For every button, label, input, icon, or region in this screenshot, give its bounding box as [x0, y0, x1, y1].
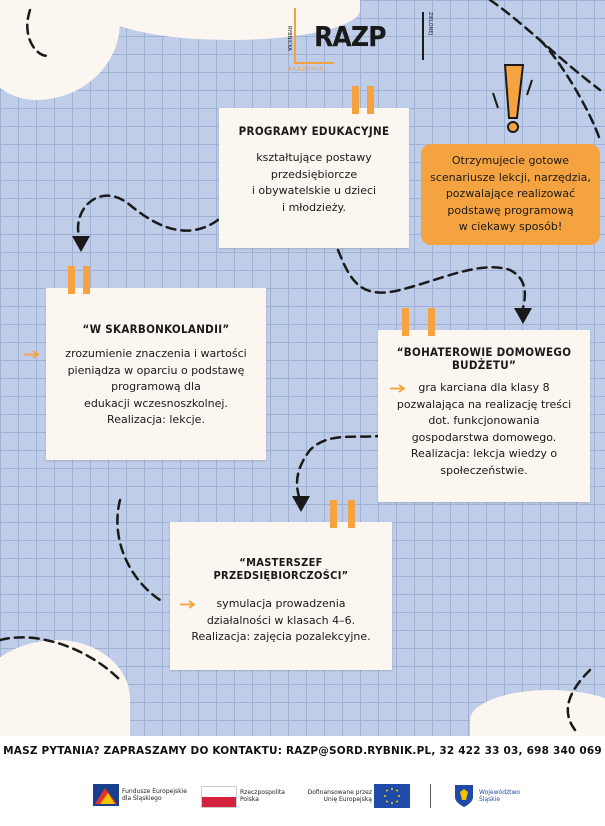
text-line: pozwalająca na realizację treści — [396, 397, 572, 411]
tape-left — [402, 308, 409, 336]
razp-logo — [282, 8, 432, 78]
text-line: Dofinansowane przez — [307, 789, 372, 796]
text-line: i młodzieży. — [282, 200, 346, 214]
title-line: BUDŻETU” — [451, 358, 517, 372]
text-line: programową dla — [111, 380, 201, 393]
callout-box — [421, 144, 600, 245]
text-line: Realizacja: lekcje. — [107, 413, 205, 426]
text-line: w ciekawy sposób! — [458, 220, 563, 234]
eu-flag-icon — [374, 784, 410, 808]
tape-left — [68, 266, 75, 294]
logo-bracket-right — [422, 12, 424, 60]
tape-left — [352, 86, 359, 114]
note-masterszef-title: “MASTERSZEF PRZEDSIĘBIORCZOŚCI” — [213, 556, 349, 582]
tape-right — [428, 308, 435, 336]
note-skarbonkolandii — [46, 288, 266, 460]
note-bohaterowie — [378, 330, 590, 502]
text-line: Unię Europejską — [323, 796, 372, 803]
title-line: “BOHATEROWIE DOMOWEGO — [396, 345, 572, 359]
text-line: działalności w klasach 4–6. — [206, 613, 356, 627]
logo-bottom-text: AKADEMIA — [288, 66, 324, 73]
tape-right — [83, 266, 90, 294]
text-line: Otrzymujecie gotowe — [451, 154, 570, 168]
eu-funds-logo-text — [122, 788, 187, 802]
logo-bracket-bottom — [294, 62, 334, 64]
note-bohaterowie-title — [378, 346, 590, 372]
poland-logo-text — [240, 789, 285, 803]
text-line: Województwo — [479, 789, 521, 796]
logo-wordmark: RAZP — [314, 20, 386, 53]
eu-cofunded-text — [300, 789, 372, 803]
text-line: Polska — [240, 796, 259, 803]
arrow-right-icon — [24, 350, 40, 359]
text-line: dla Śląskiego — [122, 795, 162, 802]
logo-divider — [430, 784, 431, 808]
note-masterszef-text — [170, 596, 392, 646]
text-line: i obywatelskie u dzieci — [251, 184, 377, 197]
logo-right-text: ZIELONEJ — [427, 12, 433, 35]
text-line: symulacja prowadzenia — [216, 597, 346, 610]
text-line: podstawę programową — [447, 203, 574, 217]
arrow-right-icon — [180, 600, 196, 609]
text-line: pieniądza w oparciu o podstawę — [67, 363, 245, 377]
funding-logos — [0, 780, 605, 814]
eu-funds-logo-icon — [93, 784, 119, 806]
logo-bracket-left — [294, 8, 296, 62]
note-bohaterowie-text — [378, 380, 590, 479]
note-programy-text — [219, 150, 409, 216]
text-line: Fundusze Europejskie — [122, 788, 187, 795]
note-programy-title: PROGRAMY EDUKACYJNE — [238, 124, 390, 138]
note-programy — [219, 108, 409, 248]
text-line: scenariusze lekcji, narzędzia, — [430, 170, 591, 184]
text-line: zrozumienie znaczenia i wartości — [65, 347, 247, 360]
silesia-coat-of-arms-icon — [454, 784, 474, 808]
tape-right — [348, 500, 355, 528]
note-masterszef — [170, 522, 392, 670]
silesia-logo-text — [479, 789, 520, 803]
text-line: Śląskie — [479, 796, 501, 803]
text-line: Realizacja: lekcja wiedzy o — [410, 447, 558, 460]
text-line: Realizacja: zajęcia pozalekcyjne. — [191, 630, 371, 643]
note-skarbonkolandii-title: “W SKARBONKOLANDII” — [82, 322, 230, 336]
text-line: kształtujące postawy — [256, 151, 372, 164]
text-line: społeczeństwie. — [440, 463, 528, 477]
text-line: edukacji wczesnoszkolnej. — [84, 396, 228, 410]
footer-contact: MASZ PYTANIA? ZAPRASZAMY DO KONTAKTU: RAZP@SORD.RYBNIK.PL, 32 422 33 03, 698 340 069 — [3, 745, 602, 757]
tape-left — [330, 500, 337, 528]
poland-flag-icon — [201, 786, 237, 808]
text-line: Rzeczpospolita — [240, 789, 285, 796]
text-line: dot. funkcjonowania — [428, 414, 540, 427]
text-line: pozwalające realizować — [445, 187, 576, 201]
text-line: przedsiębiorcze — [270, 167, 358, 181]
text-line: gra karciana dla klasy 8 — [418, 381, 550, 394]
arrow-right-icon — [390, 384, 406, 393]
tape-right — [367, 86, 374, 114]
text-line: gospodarstwa domowego. — [411, 430, 557, 444]
logo-left-text: RYBNICKA — [286, 26, 292, 51]
note-skarbonkolandii-text — [46, 346, 266, 429]
